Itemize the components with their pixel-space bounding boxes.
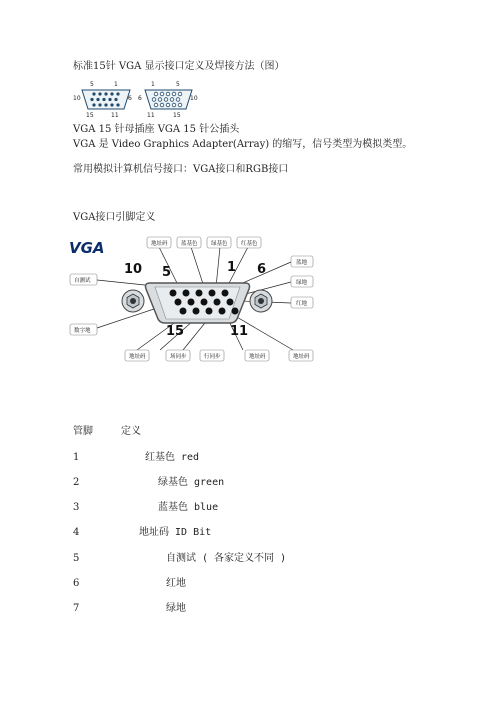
male-label-10: 10 (190, 95, 198, 102)
label-bottom-address-2: 地址码 (249, 354, 266, 360)
label-left-selftest: 自测试 (74, 278, 91, 284)
pin-number-1: 1 (227, 260, 237, 275)
vga-pin-diagram (67, 233, 317, 368)
label-top-red: 红基色 (241, 241, 258, 247)
table-row-pin: 3 (73, 502, 80, 513)
table-header-pin: 管脚 (73, 426, 93, 437)
table-header-definition: 定义 (121, 426, 141, 437)
section-title: VGA接口引脚定义 (73, 212, 156, 223)
line-vga-definition: VGA 是 Video Graphics Adapter(Array) 的缩写，信号类型为模拟类型。 (73, 139, 413, 150)
female-label-10: 10 (73, 95, 81, 102)
vga-logo: VGA (69, 239, 105, 257)
pin-number-10: 10 (124, 262, 143, 277)
table-row-pin: 1 (73, 452, 80, 463)
label-right-blue-ground: 蓝地 (296, 260, 308, 266)
female-label-5: 5 (90, 81, 94, 88)
vga-connector-pinout-figure (73, 79, 203, 119)
label-bottom-address-3: 地址码 (293, 354, 310, 360)
pin-number-11: 11 (230, 324, 249, 339)
table-row-pin: 6 (73, 578, 80, 589)
right-screw-post (250, 290, 272, 312)
female-label-11: 11 (111, 112, 119, 119)
male-label-5: 5 (176, 81, 180, 88)
label-right-red-ground: 红地 (296, 301, 308, 307)
female-label-6: 6 (128, 95, 132, 102)
label-left-digital-ground: 数字地 (74, 328, 91, 334)
label-right-green-ground: 绿地 (296, 280, 308, 286)
male-label-11: 11 (147, 112, 155, 119)
male-label-15: 15 (173, 112, 181, 119)
table-row-definition: 红地 (166, 578, 186, 589)
table-row-definition: 地址码 ID Bit (139, 527, 212, 538)
table-row-pin: 2 (73, 477, 80, 488)
table-row-definition: 自测试 ( 各家定义不同 ) (166, 553, 287, 564)
label-top-address: 地址码 (151, 241, 168, 247)
table-row-pin: 5 (73, 553, 80, 564)
male-label-1: 1 (151, 81, 155, 88)
pin-number-15: 15 (166, 324, 185, 339)
female-label-1: 1 (114, 81, 118, 88)
label-bottom-vsync: 场同步 (170, 354, 187, 360)
label-top-green: 绿基色 (211, 241, 228, 247)
table-row-definition: 绿基色 green (158, 477, 225, 488)
table-row-pin: 7 (73, 603, 80, 614)
table-row-definition: 红基色 red (145, 452, 200, 463)
pin-number-5: 5 (162, 265, 172, 280)
label-top-blue: 蓝基色 (181, 241, 198, 247)
label-bottom-hsync: 行同步 (204, 354, 221, 360)
female-label-15: 15 (86, 112, 94, 119)
label-bottom-address-1: 地址码 (129, 354, 146, 360)
pin-number-6: 6 (257, 262, 267, 277)
page-heading: 标准15针 VGA 显示接口定义及焊接方法（图） (73, 61, 285, 72)
left-screw-post (122, 290, 144, 312)
table-row-definition: 绿地 (166, 603, 186, 614)
male-label-6: 6 (138, 95, 142, 102)
table-row-pin: 4 (73, 527, 80, 538)
line-connector-types: VGA 15 针母插座 VGA 15 针公插头 (73, 124, 240, 135)
line-common-interfaces: 常用模拟计算机信号接口：VGA接口和RGB接口 (73, 164, 289, 175)
table-row-definition: 蓝基色 blue (158, 502, 219, 513)
